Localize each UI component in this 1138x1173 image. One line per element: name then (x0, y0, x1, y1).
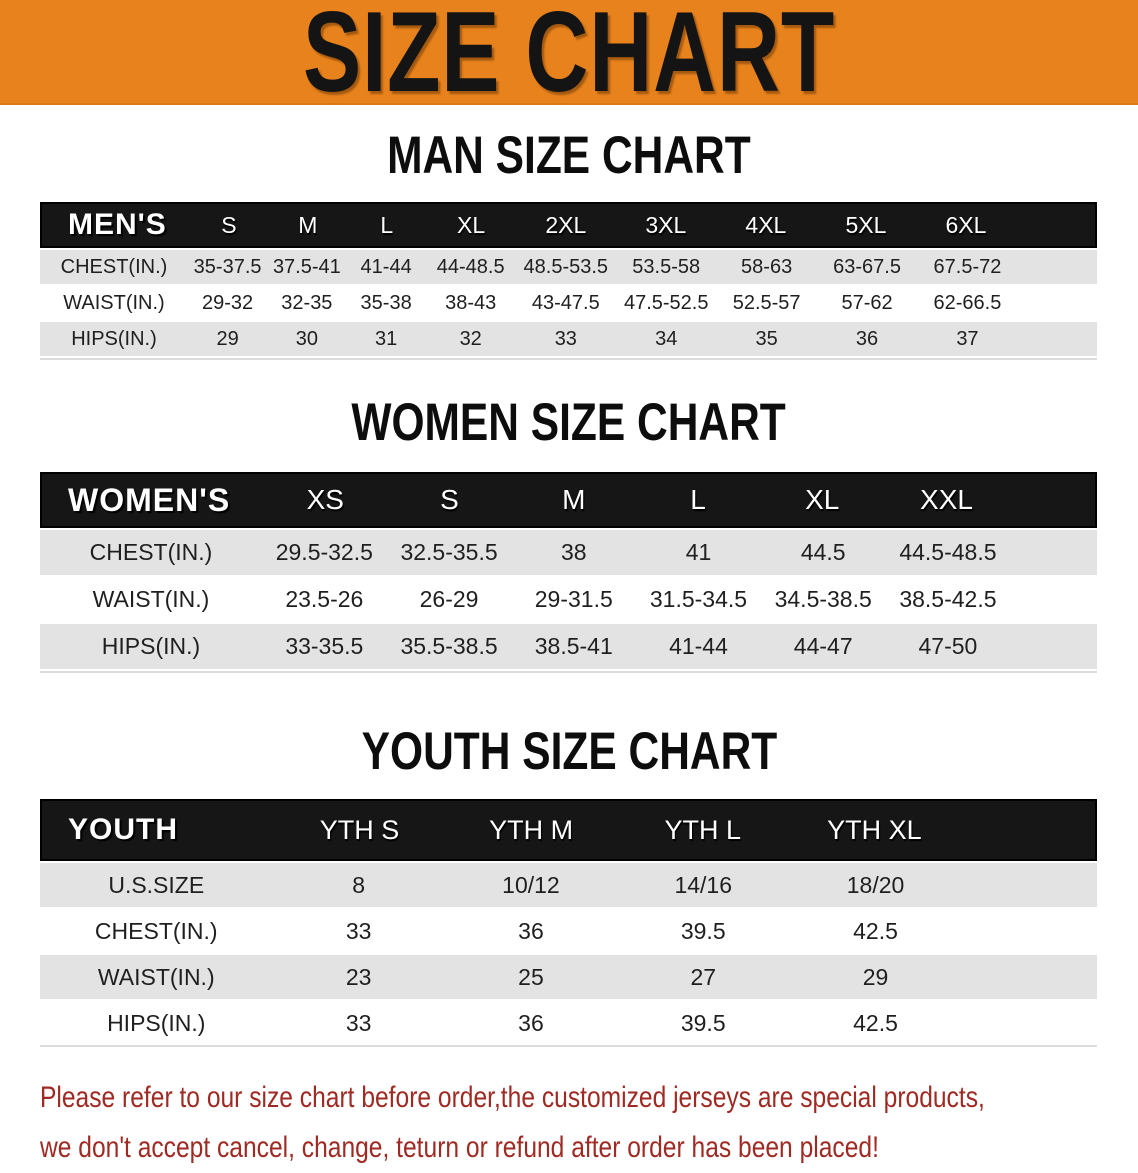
table-header-row (40, 472, 1097, 528)
measurement-value: 44.5 (800, 539, 846, 565)
measurement-value: 29 (216, 327, 239, 350)
table-row (40, 1001, 1097, 1045)
size-column-header: M (562, 484, 586, 515)
measurement-value: 36 (518, 917, 544, 944)
measurement-value: 38.5-41 (534, 633, 613, 659)
measurement-row-label: HIPS(IN.) (107, 1009, 206, 1036)
measurement-value: 36 (518, 1009, 544, 1036)
measurement-value: 57-62 (841, 291, 893, 314)
measurement-row-label: CHEST(IN.) (60, 255, 168, 278)
size-column-header: YTH M (489, 814, 574, 845)
measurement-row-label: HIPS(IN.) (101, 633, 201, 659)
table-row (40, 577, 1097, 622)
measurement-value: 38-43 (445, 291, 497, 314)
measurement-row-label: HIPS(IN.) (71, 327, 157, 350)
measurement-value: 41-44 (360, 255, 412, 278)
measurement-row-label: WAIST(IN.) (63, 291, 165, 314)
measurement-value: 47.5-52.5 (623, 291, 709, 314)
size-column-header: YTH S (319, 814, 400, 845)
size-column-header: XL (805, 484, 840, 515)
measurement-value: 35.5-38.5 (400, 633, 498, 659)
measurement-value: 47-50 (918, 633, 978, 659)
measurement-value: 37 (956, 327, 979, 350)
table-row (40, 286, 1097, 320)
measurement-row-label: CHEST(IN.) (89, 539, 213, 565)
measurement-row-label: WAIST(IN.) (97, 963, 215, 990)
measurement-value: 48.5-53.5 (523, 255, 609, 278)
mens-heading-text: MAN SIZE CHART (387, 125, 751, 185)
measurement-value: 53.5-58 (632, 255, 701, 278)
measurement-value: 32 (459, 327, 482, 350)
measurement-value: 33 (345, 917, 372, 944)
measurement-value: 33 (554, 327, 577, 350)
measurement-value: 39.5 (680, 917, 726, 944)
measurement-value: 31 (375, 327, 398, 350)
measurement-value: 62-66.5 (933, 291, 1002, 314)
size-column-header: L (690, 484, 706, 515)
table-row (40, 861, 1097, 909)
measurement-row-label: WAIST(IN.) (92, 586, 210, 612)
measurement-value: 27 (690, 963, 717, 990)
measurement-value: 35-38 (360, 291, 412, 314)
measurement-value: 29-31.5 (534, 586, 613, 612)
table-group-label: YOUTH (68, 813, 178, 846)
measurement-value: 35 (755, 327, 778, 350)
mens-section-heading (0, 125, 1138, 185)
table-row (40, 248, 1097, 286)
measurement-value: 34 (655, 327, 678, 350)
measurement-value: 43-47.5 (531, 291, 600, 314)
measurement-value: 36 (855, 327, 879, 350)
banner-title: SIZE CHART (303, 0, 835, 116)
size-column-header: 3XL (645, 211, 687, 238)
womens-heading-text: WOMEN SIZE CHART (351, 392, 787, 452)
size-column-header: YTH XL (827, 814, 922, 845)
measurement-row-label: U.S.SIZE (108, 871, 205, 898)
size-column-header: S (221, 211, 237, 238)
measurement-value: 23.5-26 (285, 586, 364, 612)
measurement-value: 25 (518, 963, 544, 990)
measurement-value: 26-29 (419, 586, 479, 612)
measurement-value: 35-37.5 (193, 255, 262, 278)
youth-heading-text: YOUTH SIZE CHART (361, 721, 777, 781)
measurement-value: 29-32 (202, 291, 254, 314)
size-column-header: S (440, 484, 459, 515)
measurement-value: 23 (345, 963, 372, 990)
table-group-label: MEN'S (68, 208, 167, 241)
measurement-value: 44.5-48.5 (899, 539, 997, 565)
size-column-header: XS (306, 484, 344, 515)
measurement-value: 14/16 (674, 871, 733, 898)
measurement-value: 44-48.5 (436, 255, 505, 278)
measurement-value: 33 (345, 1009, 372, 1036)
size-column-header: 2XL (545, 211, 587, 238)
measurement-value: 8 (352, 871, 366, 898)
size-column-header: 5XL (845, 211, 887, 238)
measurement-value: 42.5 (853, 917, 898, 944)
measurement-value: 34.5-38.5 (774, 586, 872, 612)
measurement-value: 58-63 (741, 255, 793, 278)
measurement-value: 10/12 (502, 871, 560, 898)
measurement-value: 18/20 (846, 871, 905, 898)
size-column-header: YTH L (664, 814, 741, 845)
size-column-header: M (298, 211, 318, 238)
size-column-header: 6XL (945, 211, 987, 238)
order-policy-line-1: Please refer to our size chart before order,the customized jerseys are special products, (40, 1081, 985, 1114)
table-row (40, 320, 1097, 358)
size-column-header: XXL (920, 484, 973, 515)
measurement-value: 44-47 (793, 633, 853, 659)
measurement-value: 41-44 (669, 633, 728, 659)
size-column-header: XL (456, 211, 486, 238)
measurement-row-label: CHEST(IN.) (94, 917, 218, 944)
measurement-value: 32-35 (281, 291, 333, 314)
measurement-value: 33-35.5 (285, 633, 364, 659)
womens-size-table (40, 472, 1097, 673)
table-row (40, 622, 1097, 671)
size-chart-banner (0, 0, 1138, 116)
measurement-value: 38 (560, 539, 587, 565)
table-header-row (40, 799, 1097, 861)
table-row (40, 528, 1097, 577)
measurement-value: 32.5-35.5 (400, 539, 498, 565)
order-policy-note (40, 1073, 1138, 1173)
measurement-value: 67.5-72 (933, 255, 1002, 278)
table-header-row (40, 202, 1097, 248)
measurement-value: 30 (295, 327, 318, 350)
youth-size-table (40, 799, 1097, 1047)
measurement-value: 39.5 (680, 1009, 726, 1036)
measurement-value: 42.5 (853, 1009, 898, 1036)
size-column-header: L (380, 211, 394, 238)
size-column-header: 4XL (745, 211, 787, 238)
measurement-value: 37.5-41 (272, 255, 341, 278)
measurement-value: 41 (685, 539, 712, 565)
mens-size-table (40, 202, 1097, 360)
order-policy-line-2: we don't accept cancel, change, teturn or refund after order has been placed! (40, 1131, 879, 1164)
table-row (40, 953, 1097, 1001)
measurement-value: 29.5-32.5 (275, 539, 373, 565)
table-row (40, 909, 1097, 953)
womens-section-heading (0, 392, 1138, 452)
youth-section-heading (0, 721, 1138, 781)
measurement-value: 31.5-34.5 (649, 586, 748, 612)
measurement-value: 63-67.5 (833, 255, 901, 278)
table-group-label: WOMEN'S (68, 481, 231, 518)
measurement-value: 52.5-57 (732, 291, 801, 314)
measurement-value: 38.5-42.5 (899, 586, 997, 612)
measurement-value: 29 (862, 963, 889, 990)
